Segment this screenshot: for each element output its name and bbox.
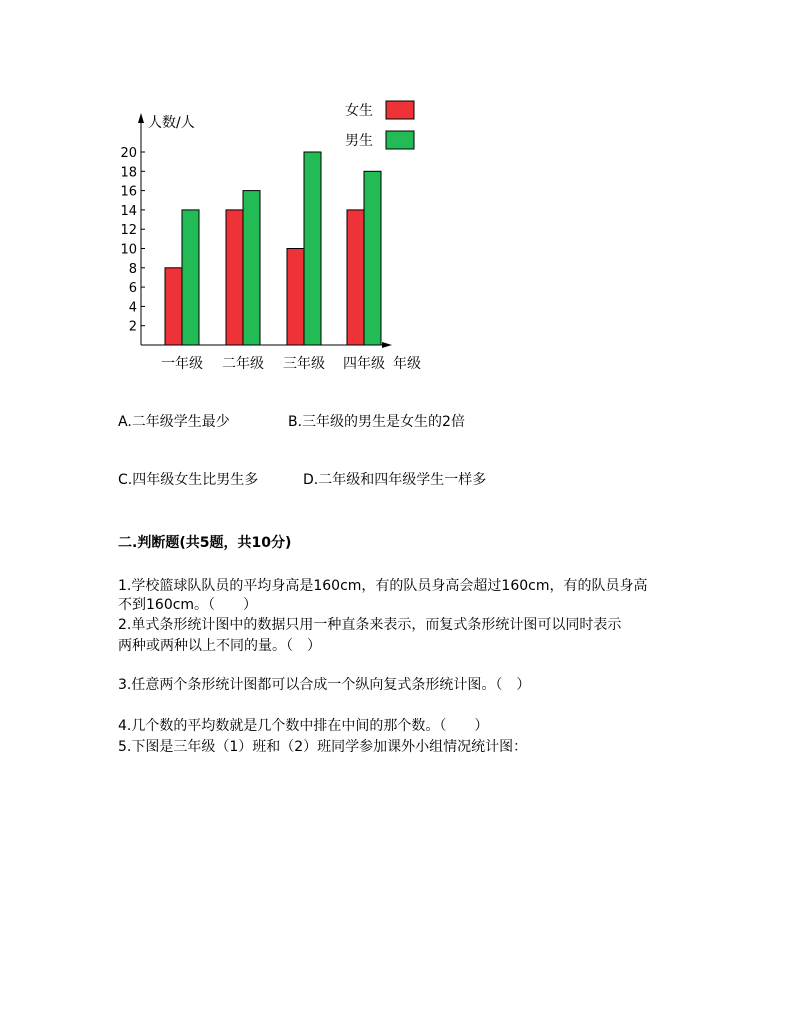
bar-female-3 bbox=[287, 249, 304, 346]
bar-male-2 bbox=[243, 191, 260, 345]
x-tick-label: 四年级 bbox=[343, 356, 385, 372]
option-b: B.三年级的男生是女生的2倍 bbox=[288, 414, 465, 430]
option-d: D.二年级和四年级学生一样多 bbox=[303, 472, 487, 488]
y-tick-label: 4 bbox=[128, 300, 137, 316]
bar-female-4 bbox=[347, 210, 364, 345]
question-1-line-1: 1.学校篮球队队员的平均身高是160cm，有的队员身高会超过160cm，有的队员身高 bbox=[118, 578, 648, 594]
bars bbox=[165, 152, 381, 345]
x-tick-label: 一年级 bbox=[161, 356, 203, 372]
bar-male-4 bbox=[364, 171, 381, 345]
bar-male-1 bbox=[182, 210, 199, 345]
option-a: A.二年级学生最少 bbox=[118, 414, 230, 430]
y-tick-label: 12 bbox=[120, 223, 137, 239]
section-title: 二.判断题(共5题，共10分) bbox=[118, 535, 292, 551]
legend-swatch bbox=[386, 101, 414, 119]
option-row-cd bbox=[118, 470, 487, 490]
bar-male-3 bbox=[304, 152, 321, 345]
question-3: 3.任意两个条形统计图都可以合成一个纵向复式条形统计图。（ ） bbox=[118, 677, 531, 693]
bar-chart bbox=[0, 0, 794, 400]
x-axis-label: 年级 bbox=[393, 356, 421, 372]
bar-female-1 bbox=[165, 268, 182, 345]
legend-label: 男生 bbox=[345, 133, 373, 149]
x-tick-label: 二年级 bbox=[222, 356, 264, 372]
legend-swatch bbox=[386, 131, 414, 149]
y-axis-arrow bbox=[138, 113, 144, 123]
option-c: C.四年级女生比男生多 bbox=[118, 472, 259, 488]
question-2-line-1: 2.单式条形统计图中的数据只用一种直条来表示，而复式条形统计图可以同时表示 bbox=[118, 617, 622, 633]
bar-female-2 bbox=[226, 210, 243, 345]
y-tick-label: 2 bbox=[128, 319, 137, 335]
x-axis-arrow bbox=[382, 342, 392, 348]
legend-label: 女生 bbox=[345, 103, 373, 119]
question-4: 4.几个数的平均数就是几个数中排在中间的那个数。（ ） bbox=[118, 718, 489, 734]
question-1-line-2: 不到160cm。（ ） bbox=[118, 597, 258, 613]
question-2-line-2: 两种或两种以上不同的量。（ ） bbox=[118, 638, 321, 654]
y-tick-label: 14 bbox=[120, 203, 137, 219]
x-tick-label: 三年级 bbox=[283, 356, 325, 372]
y-axis-label: 人数/人 bbox=[148, 115, 195, 131]
legend bbox=[345, 101, 414, 149]
y-tick-label: 8 bbox=[128, 261, 137, 277]
x-tick-labels bbox=[161, 355, 385, 372]
y-tick-label: 10 bbox=[120, 242, 137, 258]
y-tick-label: 16 bbox=[120, 184, 137, 200]
question-5: 5.下图是三年级（1）班和（2）班同学参加课外小组情况统计图： bbox=[118, 739, 528, 755]
y-tick-label: 20 bbox=[120, 146, 137, 161]
y-tick-label: 6 bbox=[128, 281, 137, 297]
y-tick-label: 18 bbox=[120, 165, 137, 181]
option-row-ab bbox=[118, 412, 465, 432]
